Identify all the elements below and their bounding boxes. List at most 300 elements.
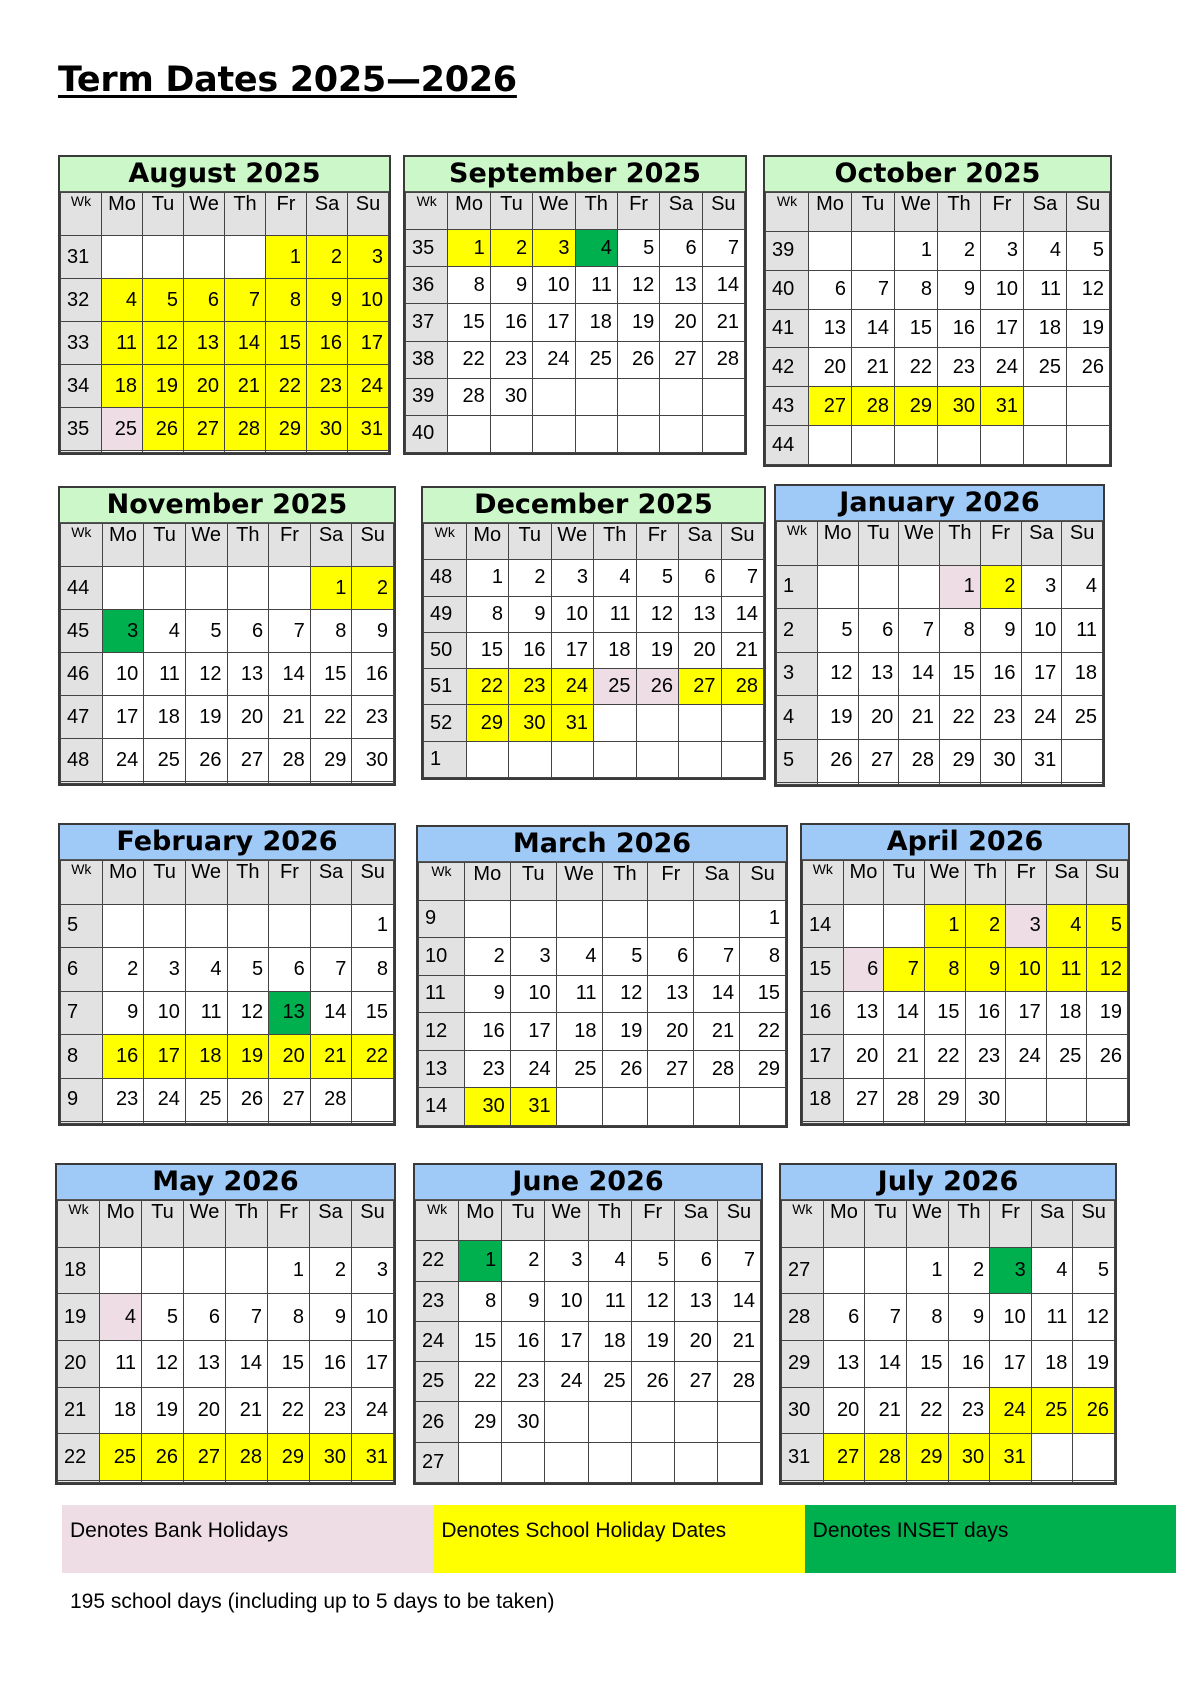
weekday-header: Su xyxy=(1067,193,1110,232)
day-cell: 19 xyxy=(617,304,659,341)
day-cell xyxy=(269,567,311,610)
day-cell: 30 xyxy=(965,1078,1006,1122)
day-cell: 1 xyxy=(448,230,490,267)
day-cell: 4 xyxy=(588,1241,631,1281)
day-cell: 24 xyxy=(102,739,144,782)
day-cell xyxy=(679,741,722,777)
day-cell: 18 xyxy=(100,1387,142,1434)
week-number: 37 xyxy=(406,304,448,341)
day-cell: 17 xyxy=(545,1321,588,1361)
weekday-header: Mo xyxy=(843,861,884,905)
day-cell: 23 xyxy=(938,348,981,387)
day-cell: 27 xyxy=(679,669,722,705)
day-cell: 21 xyxy=(226,1387,268,1434)
day-cell xyxy=(617,378,659,415)
week-row xyxy=(61,1122,394,1124)
week-number: 21 xyxy=(58,1387,100,1434)
day-cell: 26 xyxy=(142,1434,184,1481)
week-number: 46 xyxy=(61,653,103,696)
month-title: January 2026 xyxy=(776,486,1103,521)
day-cell: 6 xyxy=(269,948,311,992)
weekday-header: Su xyxy=(740,863,786,901)
weekday-header: Th xyxy=(227,524,269,567)
day-cell xyxy=(310,782,352,784)
day-cell: 18 xyxy=(102,365,143,408)
day-cell: 19 xyxy=(185,696,227,739)
day-cell: 16 xyxy=(502,1321,545,1361)
day-cell xyxy=(981,426,1024,465)
day-cell: 15 xyxy=(740,975,786,1013)
week-number: 12 xyxy=(419,1013,465,1051)
day-cell: 20 xyxy=(184,1387,226,1434)
day-cell xyxy=(459,1442,502,1482)
week-number: 51 xyxy=(424,669,467,705)
week-number xyxy=(61,451,102,453)
day-cell: 31 xyxy=(990,1434,1032,1481)
weekday-header: We xyxy=(556,863,602,901)
calendar-grid xyxy=(60,192,389,453)
week-row xyxy=(777,783,1103,785)
day-cell: 3 xyxy=(1021,565,1062,609)
day-cell: 5 xyxy=(602,938,648,976)
day-cell xyxy=(660,415,702,452)
week-number-header: Wk xyxy=(766,193,809,232)
week-row xyxy=(782,1294,1115,1341)
day-cell: 9 xyxy=(310,1294,352,1341)
day-cell: 23 xyxy=(980,696,1021,740)
legend-school-holidays: Denotes School Holiday Dates xyxy=(433,1505,804,1573)
weekday-header: Su xyxy=(1062,522,1103,566)
day-cell: 8 xyxy=(459,1281,502,1321)
day-cell: 5 xyxy=(617,230,659,267)
week-number-header: Wk xyxy=(419,863,465,901)
day-cell: 3 xyxy=(990,1247,1032,1294)
week-row xyxy=(782,1434,1115,1481)
day-cell: 22 xyxy=(352,1035,394,1079)
day-cell: 5 xyxy=(1073,1247,1115,1294)
day-cell xyxy=(674,1442,717,1482)
day-cell xyxy=(184,236,225,279)
week-number: 1 xyxy=(424,741,467,777)
day-cell: 12 xyxy=(1087,948,1128,992)
month-calendar xyxy=(58,486,396,786)
day-cell: 16 xyxy=(102,1035,144,1079)
day-cell: 26 xyxy=(227,1078,269,1122)
day-cell: 16 xyxy=(509,632,552,668)
day-cell: 19 xyxy=(227,1035,269,1079)
day-cell: 23 xyxy=(502,1362,545,1402)
day-cell: 22 xyxy=(448,341,490,378)
week-number: 3 xyxy=(777,652,818,696)
week-row xyxy=(803,948,1128,992)
day-cell: 27 xyxy=(227,739,269,782)
week-number: 17 xyxy=(803,1035,844,1079)
day-cell: 7 xyxy=(865,1294,907,1341)
day-cell xyxy=(588,1442,631,1482)
day-cell: 28 xyxy=(702,341,744,378)
weekday-header: We xyxy=(895,193,938,232)
day-cell xyxy=(102,451,143,453)
day-cell: 20 xyxy=(227,696,269,739)
day-cell: 8 xyxy=(466,596,509,632)
day-cell xyxy=(545,1402,588,1442)
day-cell: 24 xyxy=(533,341,575,378)
day-cell: 27 xyxy=(674,1362,717,1402)
weekday-header: We xyxy=(906,1201,948,1248)
day-cell: 9 xyxy=(102,991,144,1035)
day-cell: 18 xyxy=(575,304,617,341)
day-cell: 12 xyxy=(142,1341,184,1388)
week-number: 48 xyxy=(61,739,103,782)
weekday-header: Tu xyxy=(852,193,895,232)
week-row xyxy=(777,696,1103,740)
weekday-header: We xyxy=(533,193,575,230)
day-cell: 29 xyxy=(266,408,307,451)
week-row xyxy=(61,408,389,451)
week-number: 39 xyxy=(766,231,809,270)
day-cell: 2 xyxy=(948,1247,990,1294)
day-cell: 20 xyxy=(648,1013,694,1051)
day-cell xyxy=(660,378,702,415)
day-cell xyxy=(858,783,899,785)
week-number-header: Wk xyxy=(61,193,102,236)
week-number-header: Wk xyxy=(61,524,103,567)
weekday-header: Sa xyxy=(310,861,352,905)
calendar-grid xyxy=(423,523,764,778)
day-cell: 13 xyxy=(227,653,269,696)
day-cell: 7 xyxy=(225,279,266,322)
day-cell: 2 xyxy=(307,236,348,279)
day-cell: 1 xyxy=(459,1241,502,1281)
day-cell xyxy=(266,451,307,453)
day-cell: 28 xyxy=(721,669,764,705)
week-number: 1 xyxy=(777,565,818,609)
week-number: 33 xyxy=(61,322,102,365)
day-cell xyxy=(185,1122,227,1124)
weekday-header: Mo xyxy=(466,524,509,560)
day-cell xyxy=(352,1481,394,1483)
day-cell: 1 xyxy=(895,231,938,270)
day-cell xyxy=(924,1122,965,1124)
day-cell: 3 xyxy=(144,948,186,992)
week-number: 27 xyxy=(782,1247,824,1294)
day-cell xyxy=(648,1088,694,1126)
day-cell: 3 xyxy=(551,560,594,596)
day-cell: 11 xyxy=(144,653,186,696)
day-cell xyxy=(602,1088,648,1126)
day-cell: 31 xyxy=(1021,739,1062,783)
day-cell: 24 xyxy=(981,348,1024,387)
day-cell xyxy=(843,904,884,948)
week-number xyxy=(61,782,103,784)
day-cell xyxy=(899,565,940,609)
week-row xyxy=(416,1442,761,1482)
week-number: 40 xyxy=(766,270,809,309)
day-cell: 3 xyxy=(533,230,575,267)
day-cell xyxy=(225,236,266,279)
day-cell: 11 xyxy=(1031,1294,1073,1341)
day-cell: 17 xyxy=(144,1035,186,1079)
day-cell: 7 xyxy=(310,948,352,992)
day-cell: 14 xyxy=(899,652,940,696)
day-cell: 22 xyxy=(459,1362,502,1402)
day-cell: 30 xyxy=(509,705,552,741)
weekday-header: Fr xyxy=(981,193,1024,232)
day-cell xyxy=(594,741,637,777)
day-cell: 27 xyxy=(660,341,702,378)
day-cell: 15 xyxy=(266,322,307,365)
day-cell xyxy=(721,741,764,777)
day-cell xyxy=(1046,1122,1087,1124)
week-number-header: Wk xyxy=(777,522,818,566)
week-row xyxy=(777,652,1103,696)
week-number: 27 xyxy=(416,1442,459,1482)
day-cell: 13 xyxy=(184,322,225,365)
day-cell xyxy=(817,783,858,785)
day-cell: 29 xyxy=(268,1434,310,1481)
week-row xyxy=(406,267,745,304)
week-row xyxy=(777,565,1103,609)
week-row xyxy=(766,231,1110,270)
week-row xyxy=(61,782,394,784)
weekday-header: We xyxy=(184,1201,226,1248)
day-cell: 8 xyxy=(268,1294,310,1341)
day-cell: 14 xyxy=(225,322,266,365)
weekday-header: Su xyxy=(352,861,394,905)
day-cell: 21 xyxy=(717,1321,760,1361)
week-number: 40 xyxy=(406,415,448,452)
day-cell: 29 xyxy=(895,387,938,426)
week-number-header: Wk xyxy=(406,193,448,230)
day-cell xyxy=(142,1247,184,1294)
day-cell xyxy=(980,783,1021,785)
month-title: April 2026 xyxy=(802,825,1128,860)
day-cell: 12 xyxy=(817,652,858,696)
day-cell: 30 xyxy=(490,378,532,415)
weekday-header: Tu xyxy=(142,1201,184,1248)
day-cell: 8 xyxy=(895,270,938,309)
day-cell: 6 xyxy=(648,938,694,976)
week-number: 19 xyxy=(58,1294,100,1341)
week-number xyxy=(61,1122,103,1124)
day-cell: 14 xyxy=(310,991,352,1035)
day-cell: 5 xyxy=(1087,904,1128,948)
weekday-header: Sa xyxy=(1031,1201,1073,1248)
day-cell: 1 xyxy=(310,567,352,610)
day-cell: 27 xyxy=(823,1434,865,1481)
day-cell: 17 xyxy=(1006,991,1047,1035)
day-cell: 23 xyxy=(965,1035,1006,1079)
week-number: 49 xyxy=(424,596,467,632)
day-cell: 27 xyxy=(843,1078,884,1122)
week-row xyxy=(766,348,1110,387)
week-number: 50 xyxy=(424,632,467,668)
day-cell: 21 xyxy=(899,696,940,740)
day-cell: 6 xyxy=(858,609,899,653)
week-number: 38 xyxy=(406,341,448,378)
day-cell: 27 xyxy=(184,408,225,451)
day-cell: 15 xyxy=(895,309,938,348)
day-cell: 14 xyxy=(694,975,740,1013)
day-cell: 14 xyxy=(852,309,895,348)
day-cell: 25 xyxy=(1031,1387,1073,1434)
day-cell: 1 xyxy=(924,904,965,948)
day-cell: 26 xyxy=(617,341,659,378)
day-cell xyxy=(823,1481,865,1483)
day-cell xyxy=(899,783,940,785)
week-row xyxy=(416,1362,761,1402)
weekday-header-row xyxy=(61,193,389,236)
day-cell: 26 xyxy=(143,408,184,451)
day-cell: 29 xyxy=(740,1050,786,1088)
week-number: 9 xyxy=(61,1078,103,1122)
day-cell: 20 xyxy=(809,348,852,387)
day-cell: 22 xyxy=(940,696,981,740)
day-cell xyxy=(307,451,348,453)
weekday-header: Tu xyxy=(510,863,556,901)
day-cell: 26 xyxy=(631,1362,674,1402)
weekday-header: Tu xyxy=(865,1201,907,1248)
day-cell xyxy=(717,1402,760,1442)
day-cell: 8 xyxy=(310,610,352,653)
month-calendar xyxy=(403,155,747,455)
week-number: 4 xyxy=(777,696,818,740)
day-cell: 4 xyxy=(1031,1247,1073,1294)
day-cell xyxy=(102,782,144,784)
week-row xyxy=(61,567,394,610)
day-cell xyxy=(185,904,227,948)
weekday-header: We xyxy=(899,522,940,566)
weekday-header: Sa xyxy=(1046,861,1087,905)
weekday-header: Fr xyxy=(648,863,694,901)
week-row xyxy=(416,1321,761,1361)
day-cell: 24 xyxy=(144,1078,186,1122)
day-cell: 5 xyxy=(1067,231,1110,270)
day-cell: 2 xyxy=(490,230,532,267)
day-cell: 3 xyxy=(102,610,144,653)
day-cell: 2 xyxy=(102,948,144,992)
day-cell xyxy=(184,1481,226,1483)
day-cell: 3 xyxy=(545,1241,588,1281)
weekday-header-row xyxy=(777,522,1103,566)
day-cell: 22 xyxy=(466,669,509,705)
day-cell xyxy=(588,1402,631,1442)
week-number: 23 xyxy=(416,1281,459,1321)
day-cell: 8 xyxy=(906,1294,948,1341)
week-row xyxy=(58,1294,394,1341)
week-number: 28 xyxy=(782,1294,824,1341)
weekday-header-row xyxy=(406,193,745,230)
day-cell xyxy=(852,231,895,270)
week-number: 32 xyxy=(61,279,102,322)
day-cell: 1 xyxy=(266,236,307,279)
weekday-header: Fr xyxy=(617,193,659,230)
day-cell xyxy=(575,415,617,452)
day-cell xyxy=(702,415,744,452)
day-cell: 22 xyxy=(906,1387,948,1434)
day-cell: 23 xyxy=(310,1387,352,1434)
weekday-header: Mo xyxy=(102,524,144,567)
weekday-header: Fr xyxy=(266,193,307,236)
day-cell: 30 xyxy=(310,1434,352,1481)
weekday-header: Th xyxy=(594,524,637,560)
day-cell xyxy=(1087,1122,1128,1124)
day-cell: 21 xyxy=(702,304,744,341)
weekday-header: Sa xyxy=(307,193,348,236)
month-title: July 2026 xyxy=(781,1165,1115,1200)
day-cell xyxy=(740,1088,786,1126)
day-cell: 2 xyxy=(502,1241,545,1281)
weekday-header: Sa xyxy=(679,524,722,560)
weekday-header: Th xyxy=(225,193,266,236)
calendar-grid xyxy=(415,1200,761,1483)
day-cell: 21 xyxy=(852,348,895,387)
week-number: 22 xyxy=(416,1241,459,1281)
calendar-grid xyxy=(57,1200,394,1483)
day-cell xyxy=(185,567,227,610)
week-number: 29 xyxy=(782,1341,824,1388)
day-cell: 31 xyxy=(510,1088,556,1126)
day-cell xyxy=(817,565,858,609)
day-cell: 30 xyxy=(307,408,348,451)
day-cell xyxy=(310,1122,352,1124)
day-cell xyxy=(631,1442,674,1482)
week-row xyxy=(61,322,389,365)
weekday-header: We xyxy=(551,524,594,560)
day-cell xyxy=(575,378,617,415)
weekday-header: Su xyxy=(702,193,744,230)
weekday-header: Mo xyxy=(100,1201,142,1248)
week-row xyxy=(61,739,394,782)
day-cell: 16 xyxy=(938,309,981,348)
month-calendar xyxy=(58,155,391,455)
weekday-header-row xyxy=(803,861,1128,905)
week-number: 52 xyxy=(424,705,467,741)
legend xyxy=(62,1505,1176,1573)
day-cell: 2 xyxy=(938,231,981,270)
day-cell: 5 xyxy=(631,1241,674,1281)
day-cell: 17 xyxy=(352,1341,394,1388)
day-cell xyxy=(990,1481,1032,1483)
day-cell: 8 xyxy=(448,267,490,304)
day-cell xyxy=(464,900,510,938)
week-number: 45 xyxy=(61,610,103,653)
day-cell: 25 xyxy=(556,1050,602,1088)
day-cell: 9 xyxy=(352,610,394,653)
day-cell: 13 xyxy=(679,596,722,632)
weekday-header: Th xyxy=(226,1201,268,1248)
day-cell xyxy=(227,904,269,948)
weekday-header-row xyxy=(766,193,1110,232)
week-row xyxy=(782,1387,1115,1434)
day-cell: 27 xyxy=(269,1078,311,1122)
day-cell: 26 xyxy=(1073,1387,1115,1434)
day-cell xyxy=(509,741,552,777)
weekday-header: Su xyxy=(348,193,389,236)
weekday-header: Su xyxy=(352,1201,394,1248)
day-cell: 30 xyxy=(502,1402,545,1442)
day-cell: 10 xyxy=(352,1294,394,1341)
week-row xyxy=(782,1341,1115,1388)
day-cell xyxy=(865,1481,907,1483)
day-cell: 19 xyxy=(1073,1341,1115,1388)
week-number xyxy=(803,1122,844,1124)
weekday-header: Th xyxy=(227,861,269,905)
week-row xyxy=(416,1281,761,1321)
day-cell: 26 xyxy=(602,1050,648,1088)
day-cell: 18 xyxy=(185,1035,227,1079)
day-cell: 12 xyxy=(185,653,227,696)
